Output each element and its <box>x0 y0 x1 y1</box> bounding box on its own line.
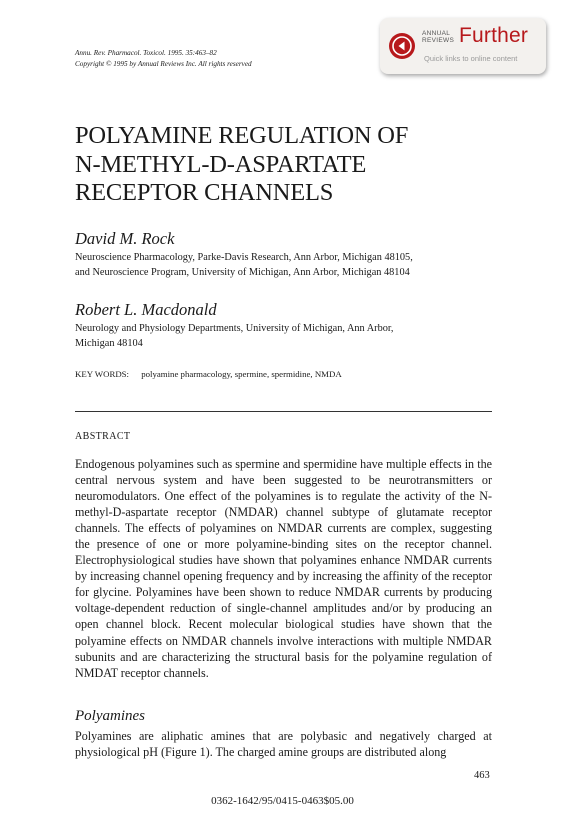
affiliation-line: Michigan 48104 <box>75 338 143 349</box>
divider-rule <box>75 411 492 412</box>
further-annual-text: ANNUAL <box>422 30 451 37</box>
further-tagline: Quick links to online content <box>424 54 518 63</box>
article-title <box>75 122 408 208</box>
further-reviews-text: REVIEWS <box>422 37 455 44</box>
title-line-3: RECEPTOR CHANNELS <box>75 179 334 206</box>
keywords <box>75 369 342 379</box>
author-affiliation <box>75 321 393 351</box>
title-line-2: N-METHYL-D-ASPARTATE <box>75 150 367 178</box>
affiliation-line: Neurology and Physiology Departments, University of Michigan, Ann Arbor, <box>75 323 394 334</box>
affiliation-line: and Neuroscience Program, University of Michigan, Ann Arbor, Michigan 48104 <box>75 267 410 278</box>
abstract-heading: ABSTRACT <box>75 431 131 442</box>
section-text: Polyamines are aliphatic amines that are polybasic and negatively charged at physiological pH (Figure 1). The charged amine groups are distributed along <box>75 729 492 760</box>
further-link-badge[interactable] <box>380 18 546 74</box>
further-word: Further <box>459 24 529 47</box>
play-arrow-icon <box>389 33 415 59</box>
author-name: Robert L. Macdonald <box>75 300 217 319</box>
journal-citation-block <box>75 48 252 70</box>
journal-copyright: Copyright © 1995 by Annual Reviews Inc. All rights reserved <box>75 60 252 68</box>
affiliation-line: Neuroscience Pharmacology, Parke-Davis Research, Ann Arbor, Michigan 48105, <box>75 252 413 263</box>
page-number: 463 <box>474 770 490 781</box>
footer-code: 0362-1642/95/0415-0463$05.00 <box>211 795 354 807</box>
keywords-label: KEY WORDS: <box>75 369 130 379</box>
journal-citation: Annu. Rev. Pharmacol. Toxicol. 1995. 35:463–82 <box>75 49 217 57</box>
author-name: David M. Rock <box>75 229 175 248</box>
section-heading: Polyamines <box>75 708 145 724</box>
title-line-1: POLYAMINE REGULATION OF <box>75 122 409 149</box>
author-affiliation <box>75 250 413 280</box>
further-brand-small <box>422 30 454 44</box>
abstract-text: Endogenous polyamines such as spermine and spermidine have multiple effects in the central nervous system and have been suggested to be neurotransmitters or neuromodulators. One effect of the polyamines is to regulate the activity of the N-methyl-D-aspartate receptor (NMDAR) channel subtype of glutamate receptor channels. The effects of polyamines on NMDAR currents are complex, suggesting the presence of one or more polyamine-binding sites on the receptor channel. Electrophysiological studies have shown that polyamines enhance NMDAR currents by increasing channel opening frequency and by increasing the affinity of the receptor for glycine. Polyamines have been shown to reduce NMDAR currents by producing voltage-dependent reduction of single-channel amplitudes and/or by producing an open channel block. Recent molecular biological studies have shown that the polyamine effects on NMDAR channels involve interactions with multiple NMDAR subunits and are characterizing the structural basis for the polyamine regulation of NMDAT receptor channels. <box>75 457 492 680</box>
keywords-value: polyamine pharmacology, spermine, spermidine, NMDA <box>141 369 342 379</box>
